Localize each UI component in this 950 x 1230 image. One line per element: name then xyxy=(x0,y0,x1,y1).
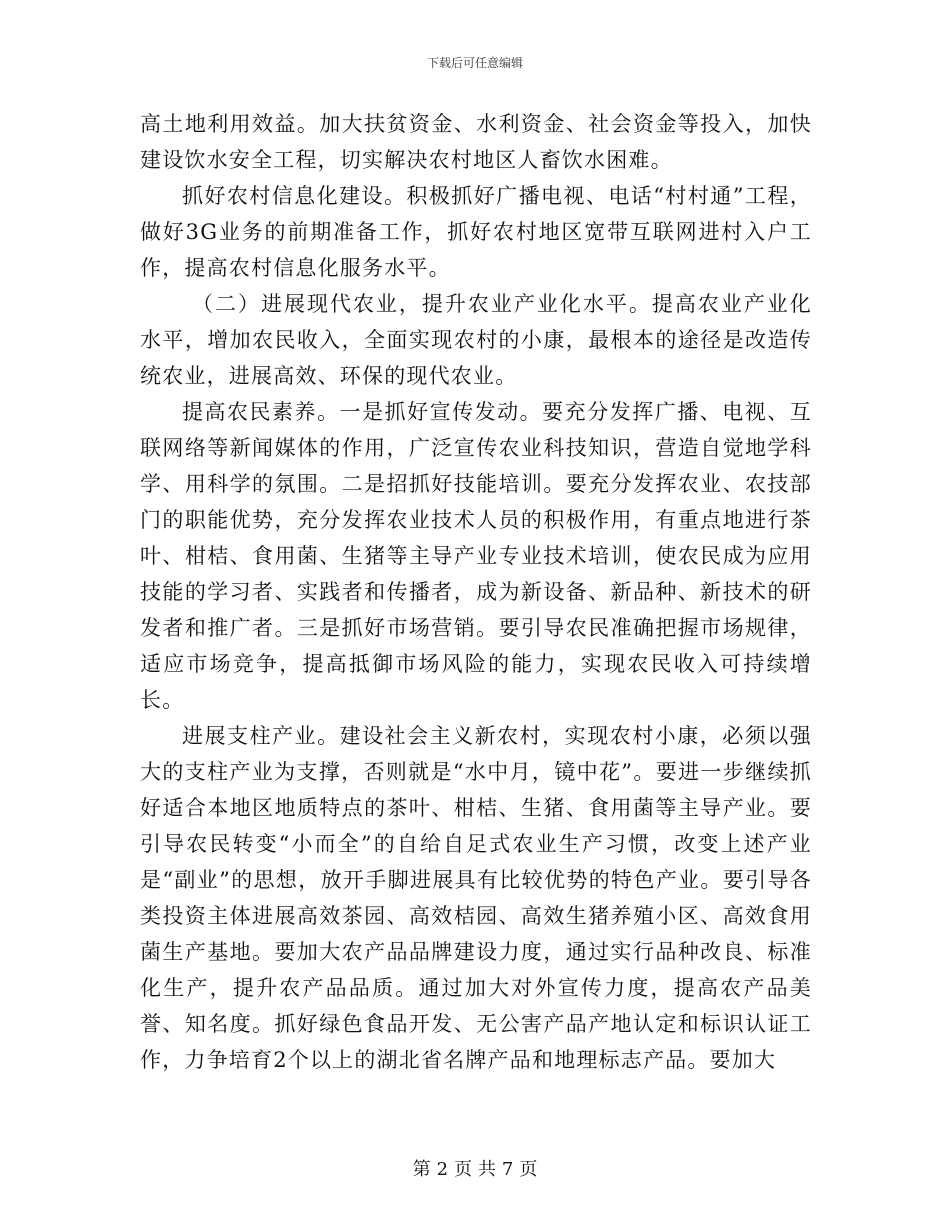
total-page-number: 7 xyxy=(501,1159,514,1180)
header-note: 下载后可任意编辑 xyxy=(426,56,523,70)
current-page-number: 2 xyxy=(436,1159,449,1180)
paragraph-pillar-industry: 进展支柱产业。建设社会主义新农村，实现农村小康，必须以强大的支柱产业为支撑，否则就是“水中月，镜中花”。要进一步继续抓好适合本地区地质特点的茶叶、柑桔、生猪、食用菌等主导产业。要引导农民转变“小而全”的自给自足式农业生产习惯，改变上述产业是“副业”的思想，放开手脚进展具有比较优势的特色产业。要引导各类投资主体进展高效茶园、高效桔园、高效生猪养殖小区、高效食用菌生产基地。要加大农产品品牌建设力度，通过实行品种改良、标准化生产，提升农产品品质。通过加大对外宣传力度，提高农产品美誉、知名度。抓好绿色食品开发、无公害产品产地认定和标识认证工作，力争培育2个以上的湖北省名牌产品和地理标志产品。要加大 xyxy=(140,724,812,1072)
footer-suffix: 页 xyxy=(519,1159,538,1180)
page-footer xyxy=(0,1155,950,1181)
paragraph-farmer-quality: 提高农民素养。一是抓好宣传发动。要充分发挥广播、电视、互联网络等新闻媒体的作用，广泛宣传农业科技知识，营造自觉地学科学、用科学的氛围。二是招抓好技能培训。要充分发挥农业、农技部门的职能优势，充分发挥农业技术人员的积极作用，有重点地进行茶叶、柑桔、食用菌、生猪等主导产业专业技术培训，使农民成为应用技能的学习者、实践者和传播者，成为新设备、新品种、新技术的研发者和推广者。三是抓好市场营销。要引导农民准确把握市场规律，适应市场竞争，提高抵御市场风险的能力，实现农民收入可持续增长。 xyxy=(140,400,812,712)
paragraph-section-heading-modern-agriculture: （二）进展现代农业，提升农业产业化水平。提高农业产业化水平，增加农民收入，全面实现农村的小康，最根本的途径是改造传统农业，进展高效、环保的现代农业。 xyxy=(140,292,812,388)
footer-prefix: 第 xyxy=(412,1159,431,1180)
paragraph-rural-informatization: 抓好农村信息化建设。积极抓好广播电视、电话“村村通”工程，做好3G业务的前期准备工作，抓好农村地区宽带互联网进村入户工作，提高农村信息化服务水平。 xyxy=(140,184,812,280)
paragraph-continuation: 高土地利用效益。加大扶贫资金、水利资金、社会资金等投入，加快建设饮水安全工程，切实解决农村地区人畜饮水困难。 xyxy=(140,112,812,172)
footer-middle: 页 共 xyxy=(454,1159,496,1180)
document-body xyxy=(140,106,812,1078)
